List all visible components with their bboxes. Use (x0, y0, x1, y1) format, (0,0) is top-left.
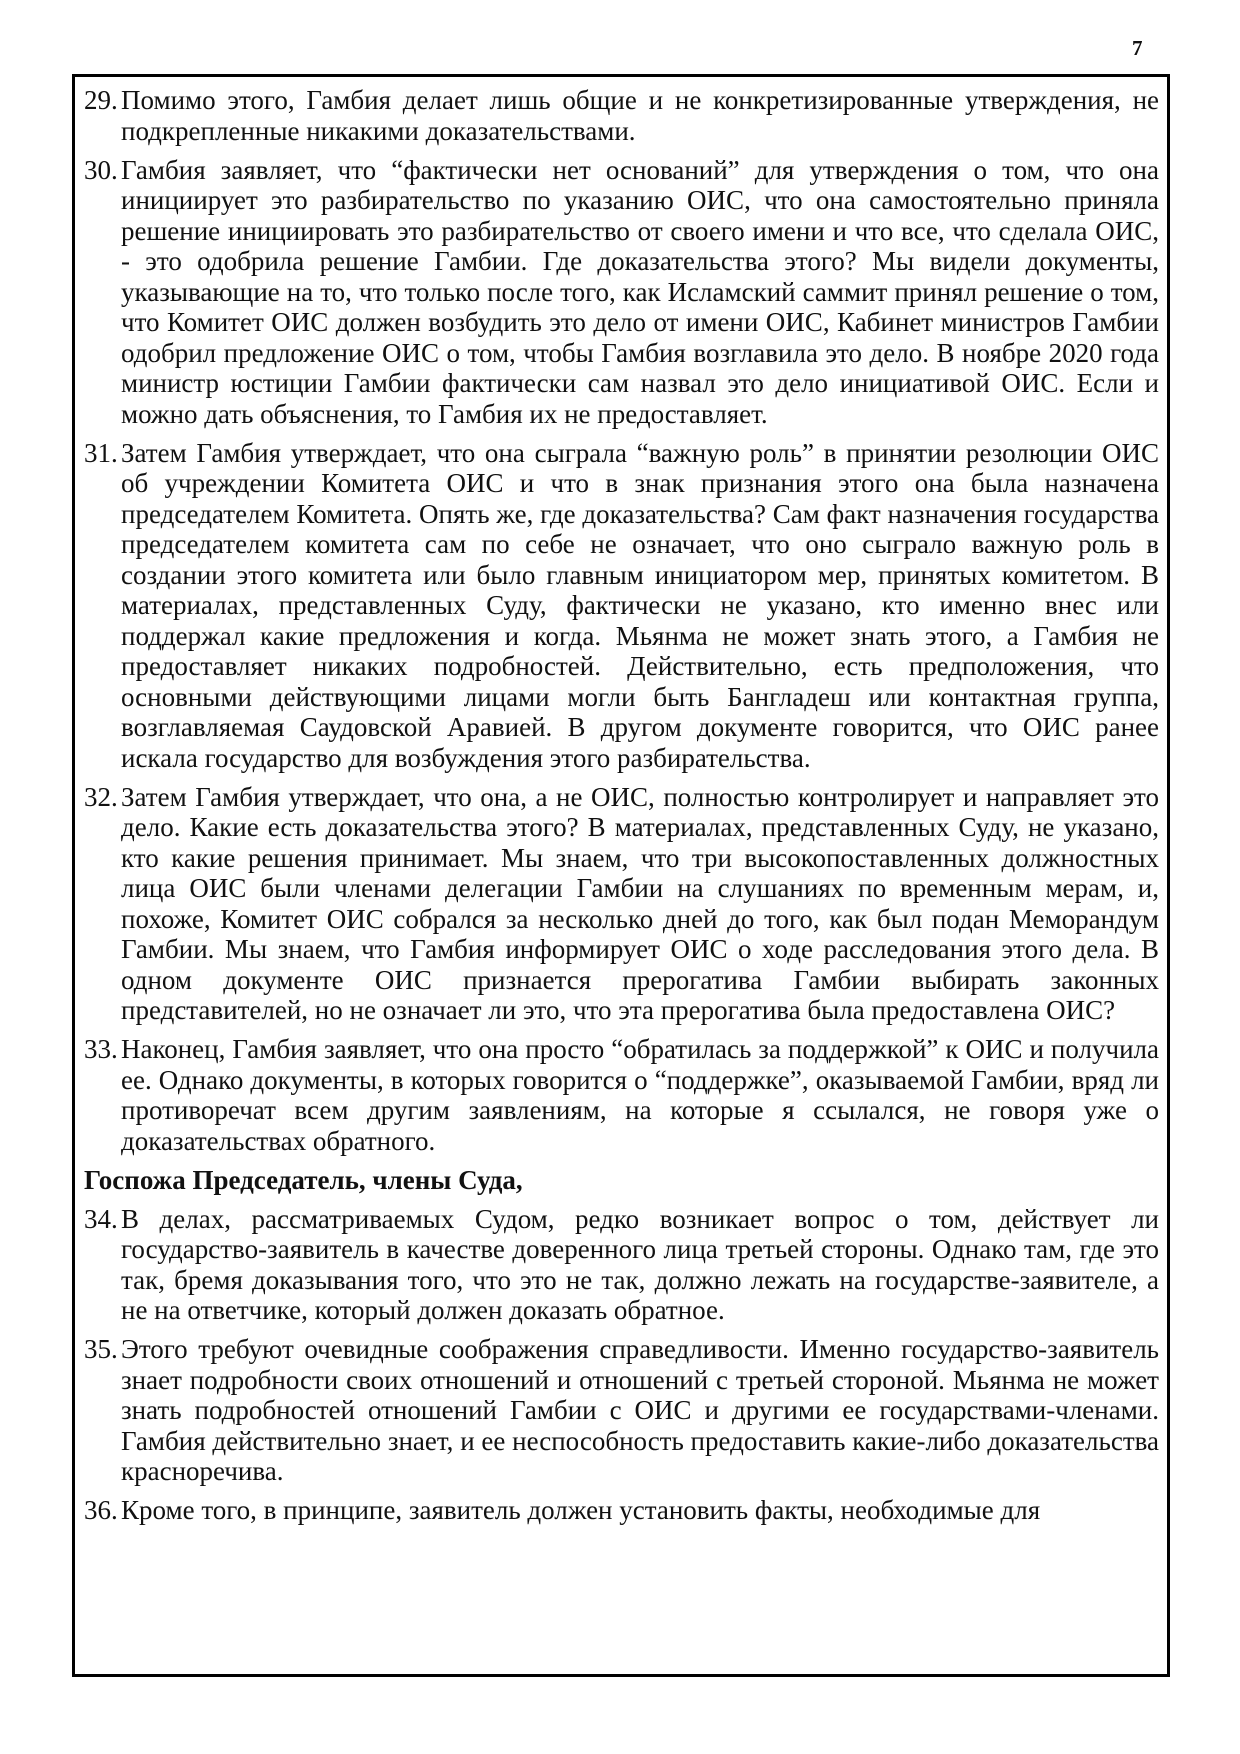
paragraph-number: 35. (84, 1334, 118, 1364)
paragraph-number: 34. (84, 1203, 118, 1234)
paragraph-text: Этого требуют очевидные соображения справедливости. Именно государство-заявитель знает подробности своих отношений и отношений с третьей стороной. Мьянма не может знать подробностей отношений Гамбии с ОИС и другими ее государствами-членами. Гамбия действительно знает, и ее неспособность предоставить какие-либо доказательства красноречива. (121, 1334, 1159, 1486)
paragraph-text: Помимо этого, Гамбия делает лишь общие и не конкретизированные утверждения, не подкрепленные никакими доказательствами. (121, 85, 1159, 146)
paragraph-text: Наконец, Гамбия заявляет, что она просто “обратилась за поддержкой” к ОИС и получила ее. Однако документы, в которых говорится о “поддержке”, оказываемой Гамбии, вряд ли противоречат всем другим заявлениям, на которые я ссылался, не говоря уже о доказательствах обратного. (121, 1034, 1159, 1156)
numbered-paragraph (84, 438, 1159, 774)
paragraph-text: Затем Гамбия утверждает, что она, а не ОИС, полностью контролирует и направляет это дело. Какие есть доказательства этого? В материалах, представленных Суду, не указано, кто какие решения принимает. Мы знаем, что три высокопоставленных должностных лица ОИС были членами делегации Гамбии на слушаниях по временным мерам, и, похоже, Комитет ОИС собрался за несколько дней до того, как был подан Меморандум Гамбии. Мы знаем, что Гамбия информирует ОИС о ходе расследования этого дела. В одном документе ОИС признается прерогатива Гамбии выбирать законных представителей, но не означает ли это, что эта прерогатива была предоставлена ОИС? (121, 781, 1159, 1025)
numbered-paragraph (84, 1334, 1159, 1487)
page-number: 7 (1132, 36, 1143, 60)
paragraph-number: 30. (84, 154, 118, 185)
paragraph-text: В делах, рассматриваемых Судом, редко возникает вопрос о том, действует ли государство-заявитель в качестве доверенного лица третьей стороны. Однако там, где это так, бремя доказывания того, что это не так, должно лежать на государстве-заявителе, а не на ответчике, который должен доказать обратное. (121, 1203, 1159, 1325)
text-frame (72, 74, 1170, 1677)
section-heading: Госпожа Председатель, члены Суда, (84, 1164, 523, 1195)
paragraph-number: 31. (84, 437, 118, 468)
paragraph-number: 29. (84, 85, 118, 115)
numbered-paragraph (84, 782, 1159, 1026)
paragraph-text: Гамбия заявляет, что “фактически нет оснований” для утверждения о том, что она инициирует это разбирательство по указанию ОИС, что она самостоятельно приняла решение инициировать это разбирательство от своего имени и что все, что сделала ОИС, - это одобрила решение Гамбии. Где доказательства этого? Мы видели документы, указывающие на то, что только после того, как Исламский саммит принял решение о том, что Комитет ОИС должен возбудить это дело от имени ОИС, Кабинет министров Гамбии одобрил предложение ОИС о том, чтобы Гамбия возглавила это дело. В ноябре 2020 года министр юстиции Гамбии фактически сам назвал это дело инициативой ОИС. Если и можно дать объяснения, то Гамбия их не предоставляет. (121, 154, 1159, 429)
paragraph-number: 32. (84, 781, 118, 812)
paragraph-text: Кроме того, в принципе, заявитель должен установить факты, необходимые для (121, 1495, 1041, 1525)
paragraph-text: Затем Гамбия утверждает, что она сыграла “важную роль” в принятии резолюции ОИС об учреждении Комитета ОИС и что в знак признания этого она была назначена председателем Комитета. Опять же, где доказательства? Сам факт назначения государства председателем комитета сам по себе не означает, что оно сыграло важную роль в создании этого комитета или было главным инициатором мер, принятых комитетом. В материалах, представленных Суду, фактически не указано, кто именно внес или поддержал какие предложения и когда. Мьянма не может знать этого, а Гамбия не предоставляет никаких подробностей. Действительно, есть предположения, что основными действующими лицами могли быть Бангладеш или контактная группа, возглавляемая Саудовской Аравией. В другом документе говорится, что ОИС ранее искала государство для возбуждения этого разбирательства. (121, 437, 1159, 773)
paragraph-number: 36. (84, 1495, 118, 1525)
paragraph-number: 33. (84, 1034, 118, 1064)
numbered-paragraph (84, 1034, 1159, 1156)
numbered-paragraph (84, 155, 1159, 430)
numbered-paragraph (84, 1495, 1159, 1526)
numbered-paragraph (84, 1204, 1159, 1326)
numbered-paragraph (84, 85, 1159, 146)
